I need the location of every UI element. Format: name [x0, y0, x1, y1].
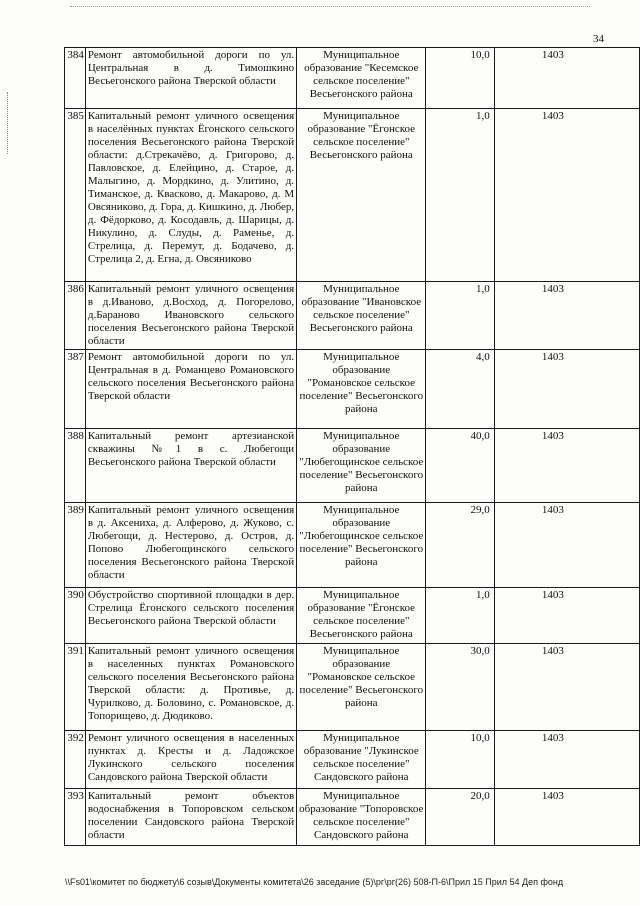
table-row	[65, 350, 640, 429]
municipality: Муниципальное образование "Кесемское сельское поселение" Весьегонского района	[297, 48, 426, 109]
object-name: Капитальный ремонт объектов водоснабжения в Топоровском сельском поселении Сандовского района Тверской области	[85, 789, 296, 846]
code: 1403	[494, 588, 639, 644]
appropriations-table	[64, 47, 640, 846]
row-number: 389	[65, 503, 86, 588]
amount: 20,0	[426, 789, 494, 846]
amount: 1,0	[426, 109, 494, 282]
file-path-footer: \\Fs01\комитет по бюджету\6 созыв\Документы комитета\26 заседание (5)\рг\рг(26) 508-П-6\Прил 15 Прил 54 Деп фонд	[65, 877, 564, 887]
amount: 29,0	[426, 503, 494, 588]
code: 1403	[494, 429, 639, 503]
amount: 10,0	[426, 731, 494, 789]
object-name: Капитальный ремонт уличного освещения в населенных пунктах Романовского сельского поселения Весьегонского района Тверской области: д. Противье, д. Чурилково, д. Боловино, с. Романовское, д. Топорищево, д. Дюдиково.	[85, 644, 296, 731]
table-row	[65, 109, 640, 282]
object-name: Ремонт автомобильной дороги по ул. Центральная в д. Романцево Романовского сельского поселения Весьегонского района Тверской области	[85, 350, 296, 429]
table-row	[65, 588, 640, 644]
code: 1403	[494, 350, 639, 429]
amount: 1,0	[426, 282, 494, 350]
page-number: 34	[593, 33, 604, 45]
amount: 4,0	[426, 350, 494, 429]
table-row	[65, 789, 640, 846]
object-name: Капитальный ремонт уличного освещения в д.Иваново, д.Восход, д. Погорелово, д.Бараново Ивановского сельского поселения Весьегонского района Тверской области	[85, 282, 296, 350]
object-name: Обустройство спортивной площадки в дер. Стрелица Ёгонского сельского поселения Весьегонского района Тверской области	[85, 588, 296, 644]
code: 1403	[494, 644, 639, 731]
table-row	[65, 282, 640, 350]
object-name: Ремонт автомобильной дороги по ул. Центральная в д. Тимошкино Весьегонского района Тверской области	[85, 48, 296, 109]
row-number: 388	[65, 429, 86, 503]
scan-artifact-line	[70, 6, 590, 7]
amount: 1,0	[426, 588, 494, 644]
row-number: 391	[65, 644, 86, 731]
row-number: 386	[65, 282, 86, 350]
row-number: 393	[65, 789, 86, 846]
table-row	[65, 731, 640, 789]
table-row	[65, 48, 640, 109]
code: 1403	[494, 789, 639, 846]
table-row	[65, 429, 640, 503]
row-number: 384	[65, 48, 86, 109]
amount: 10,0	[426, 48, 494, 109]
object-name: Ремонт уличного освещения в населенных пунктах д. Кресты и д. Ладожское Лукинского сельского поселения Сандовского района Тверской области	[85, 731, 296, 789]
amount: 40,0	[426, 429, 494, 503]
municipality: Муниципальное образование "Топоровское сельское поселение" Сандовского района	[297, 789, 426, 846]
row-number: 385	[65, 109, 86, 282]
municipality: Муниципальное образование "Ёгонское сельское поселение" Весьегонского района	[297, 109, 426, 282]
municipality: Муниципальное образование "Ёгонское сельское поселение" Весьегонского района	[297, 588, 426, 644]
object-name: Капитальный ремонт артезианской скважины №1 в с. Любегощи Весьегонского района Тверской области	[85, 429, 296, 503]
amount: 30,0	[426, 644, 494, 731]
code: 1403	[494, 109, 639, 282]
object-name: Капитальный ремонт уличного освещения в населённых пунктах Ёгонского сельского поселения Весьегонского района Тверской области: д.Стрекачёво, д. Григорово, д. Павловское, д. Елейцино, д. Старое, д. Малыгино, д. Мордкино, д. Улитино, д. Тиманское, д. Квасково, д. Макарово, д. М Овсяниково, д. Гора, д. Кишкино, д. Любер, д. Фёдорково, д. Косодавль, д. Шарицы, д. Никулино, д. Слуды, д. Раменье, д. Стрелица, д. Перемут, д. Бодачево, д. Стрелица 2, д. Егна, д. Овсяниково	[85, 109, 296, 282]
municipality: Муниципальное образование "Лукинское сельское поселение" Сандовского района	[297, 731, 426, 789]
code: 1403	[494, 731, 639, 789]
row-number: 392	[65, 731, 86, 789]
municipality: Муниципальное образование "Романовское сельское поселение" Весьегонского района	[297, 350, 426, 429]
table-row	[65, 644, 640, 731]
municipality: Муниципальное образование "Романовское сельское поселение" Весьегонского района	[297, 644, 426, 731]
municipality: Муниципальное образование "Любегощинское сельское поселение" Весьегонского района	[297, 429, 426, 503]
object-name: Капитальный ремонт уличного освещения в д. Аксениха, д. Алферово, д. Жуково, с. Любегощи, д. Нестерово, д. Остров, д. Попово Любегощинского сельского поселения Весьегонского района Тверской области	[85, 503, 296, 588]
row-number: 387	[65, 350, 86, 429]
municipality: Муниципальное образование "Ивановское сельское поселение" Весьегонского района	[297, 282, 426, 350]
row-number: 390	[65, 588, 86, 644]
code: 1403	[494, 503, 639, 588]
scan-margin-mark	[7, 92, 9, 154]
municipality: Муниципальное образование "Любегощинское сельское поселение" Весьегонского района	[297, 503, 426, 588]
code: 1403	[494, 282, 639, 350]
code: 1403	[494, 48, 639, 109]
table-row	[65, 503, 640, 588]
